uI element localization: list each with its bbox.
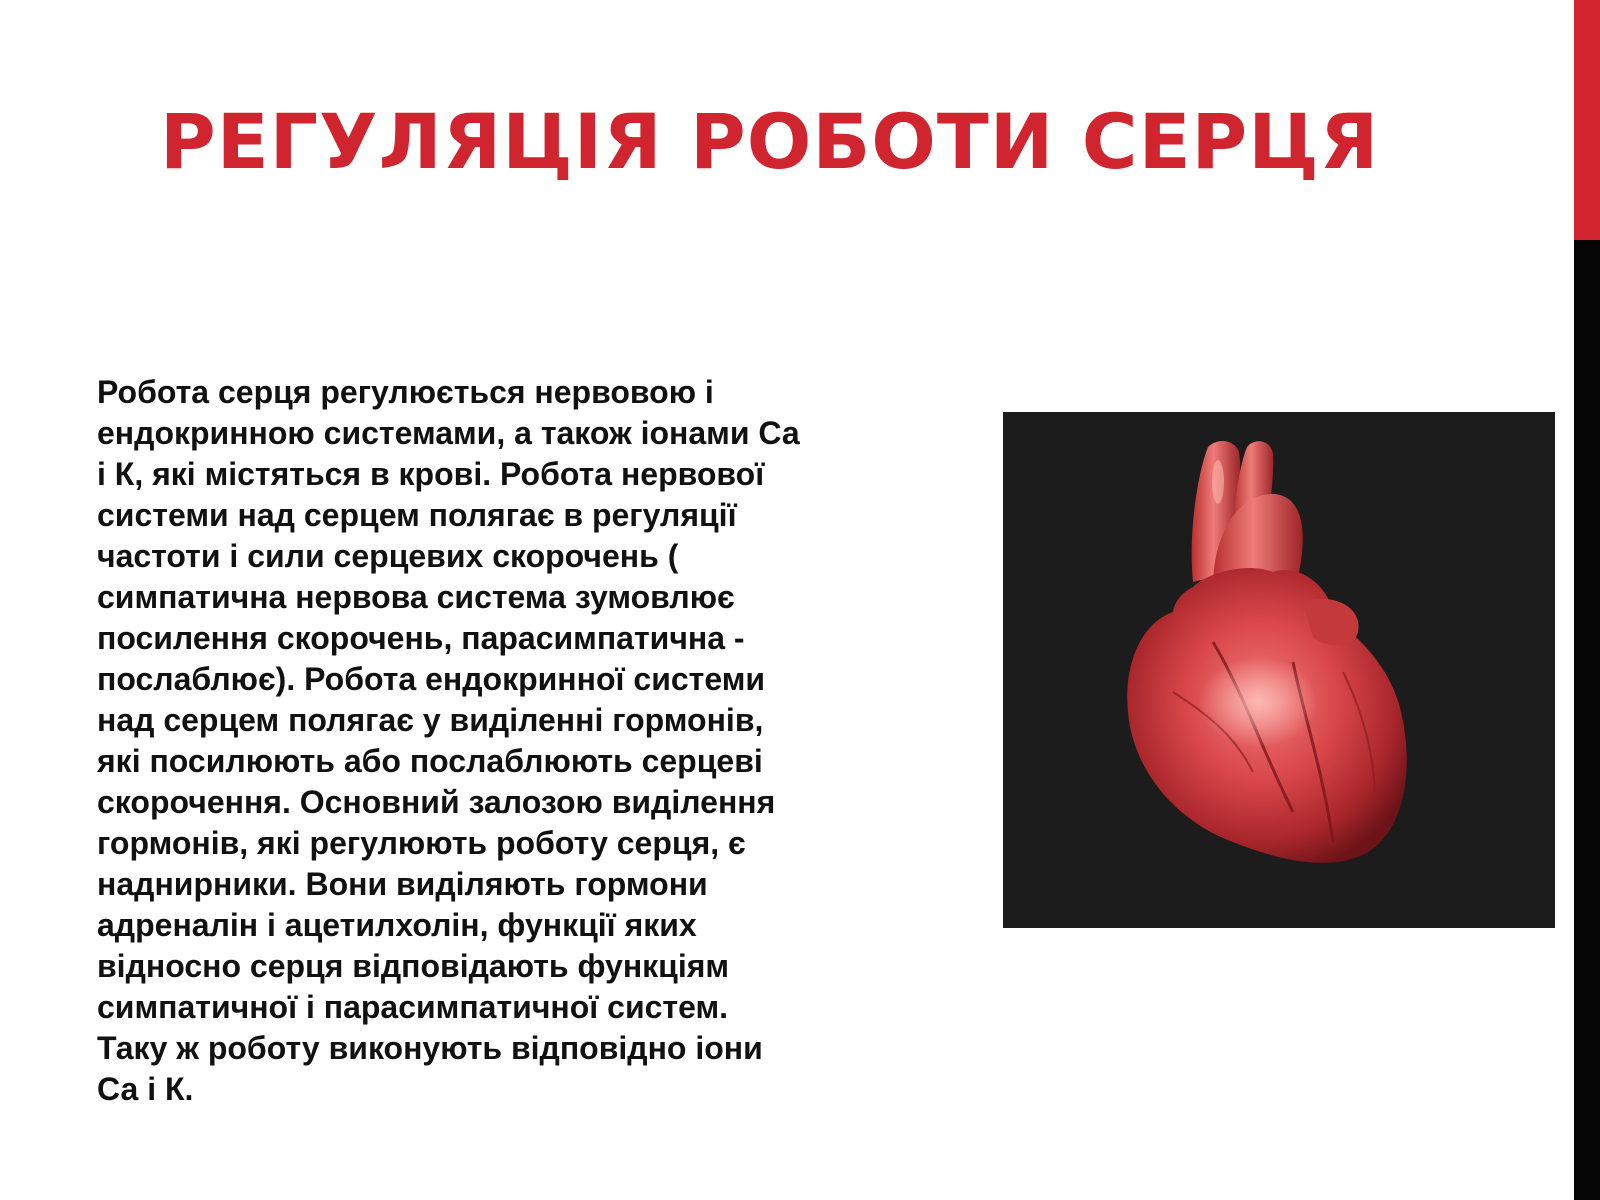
body-line: які посилюють або послаблюють серцеві — [97, 743, 763, 779]
body-line: Робота серця регулюється нервовою і — [97, 374, 714, 410]
body-line: системи над серцем полягає в регуляції — [97, 497, 737, 533]
body-line: адреналін і ацетилхолін, функції яких — [97, 907, 697, 943]
body-line: скорочення. Основний залозою виділення — [97, 784, 776, 820]
vessel-highlight — [1212, 460, 1224, 504]
body-line: над серцем полягає у виділенні гормонів, — [97, 702, 764, 738]
body-line: і К, які містяться в крові. Робота нервової — [97, 456, 765, 492]
body-line: посилення скорочень, парасимпатична - — [97, 620, 745, 656]
body-line: ендокринною системами, а також іонами Са — [97, 415, 800, 451]
body-line: наднирники. Вони виділяють гормони — [97, 866, 708, 902]
accent-bar-black — [1574, 240, 1600, 1200]
heart-photo — [1003, 412, 1555, 928]
slide-title: РЕГУЛЯЦІЯ РОБОТИ СЕРЦЯ — [160, 97, 1380, 186]
heart-illustration — [1003, 412, 1555, 928]
body-line: частоти і сили серцевих скорочень ( — [97, 538, 679, 574]
body-line: Са і К. — [97, 1071, 194, 1107]
body-line: симпатична нервова система зумовлює — [97, 579, 735, 615]
heart-highlight — [1198, 657, 1318, 747]
slide-body-text — [97, 372, 947, 1110]
body-line: послаблює). Робота ендокринної системи — [97, 661, 766, 697]
body-line: гормонів, які регулюють роботу серця, є — [97, 825, 746, 861]
body-line: відносно серця відповідають функціям — [97, 948, 730, 984]
body-line: симпатичної і парасимпатичної систем. — [97, 989, 729, 1025]
accent-bar-red — [1574, 0, 1600, 240]
body-line: Таку ж роботу виконують відповідно іони — [97, 1030, 763, 1066]
